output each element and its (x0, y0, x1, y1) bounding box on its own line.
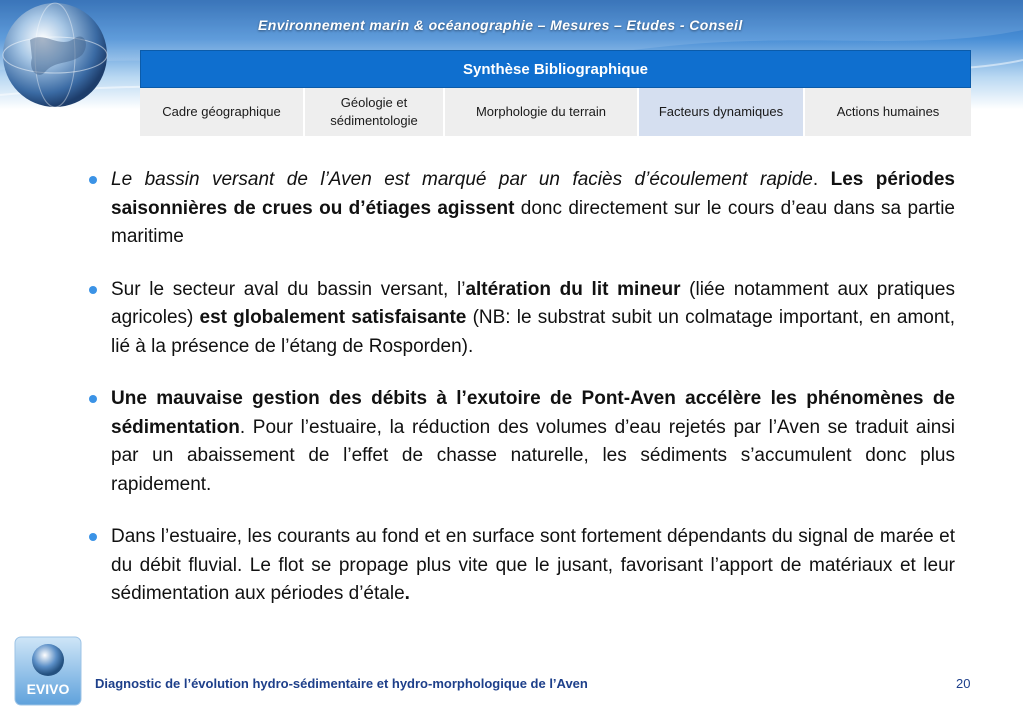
bullet-text-bold: Une mauvaise gestion des débits à l’exutoire de Pont-Aven accélère les phénomènes de sédimentation (111, 388, 955, 438)
bullet-text: . (812, 169, 831, 190)
globe-logo-icon (0, 0, 112, 112)
bullet-text: (liée notamment aux pratiques agricoles) (111, 278, 955, 328)
evivo-logo (14, 636, 82, 706)
tab-label: Morphologie du terrain (475, 104, 607, 119)
tab-geologie-sedimentologie[interactable] (305, 88, 445, 136)
tab-actions-humaines[interactable] (805, 88, 971, 136)
bullet-text-bold: . (404, 583, 410, 604)
nav-tabs (140, 88, 971, 136)
section-navigation (140, 50, 971, 136)
logo-text: EVIVO (26, 681, 70, 697)
bullet-text: Sur le secteur aval du bassin versant, l’ (111, 278, 466, 300)
bullet-item (88, 166, 955, 252)
bullet-text: donc directement sur le cours d’eau dans sa partie maritime (111, 197, 955, 247)
nav-title[interactable]: Synthèse Bibliographique (140, 50, 971, 88)
bullet-text-bold: est globalement satisfaisante (199, 307, 467, 328)
page-number: 20 (956, 676, 971, 691)
slide-content (88, 166, 955, 633)
tab-label: Facteurs dynamiques (658, 104, 784, 119)
bullet-text: (NB: le substrat subit un colmatage important, en amont, lié à la présence de l’étang de Rosporden). (111, 307, 955, 357)
bullet-item (88, 523, 955, 609)
bullet-text-italic: Le bassin versant de l’Aven est marqué par un faciès d’écoulement rapide (111, 169, 813, 190)
tab-label-line2: sédimentologie (330, 113, 418, 128)
bullet-text-bold: altération du lit mineur (465, 278, 681, 300)
tab-cadre-geographique[interactable] (140, 88, 305, 136)
tab-label-line1: Géologie et (340, 95, 408, 110)
bullet-item (88, 276, 955, 362)
header-tagline: Environnement marin & océanographie – Mesures – Etudes - Conseil (258, 17, 743, 33)
bullet-text: . Pour l’estuaire, la réduction des volumes d’eau rejetés par l’Aven se traduit ainsi par un abaissement de l’effet de chasse naturelle, les sédiments s’accumulent donc plus rapidement. (111, 416, 955, 495)
footer-title: Diagnostic de l’évolution hydro-sédimentaire et hydro-morphologique de l’Aven (95, 676, 588, 691)
tab-morphologie-terrain[interactable] (445, 88, 639, 136)
tab-label: Cadre géographique (162, 104, 281, 119)
tab-facteurs-dynamiques[interactable] (639, 88, 805, 136)
bullet-text-bold: Les périodes saisonnières de crues ou d’étiages agissent (111, 169, 955, 219)
bullet-item (88, 385, 955, 499)
bullet-text: Dans l’estuaire, les courants au fond et en surface sont fortement dépendants du signal de marée et du débit fluvial. Le flot se propage plus vite que le jusant, favorisant l’apport de matériaux et leur sédimentation aux périodes d’étale (111, 526, 955, 604)
tab-label: Actions humaines (836, 104, 940, 119)
